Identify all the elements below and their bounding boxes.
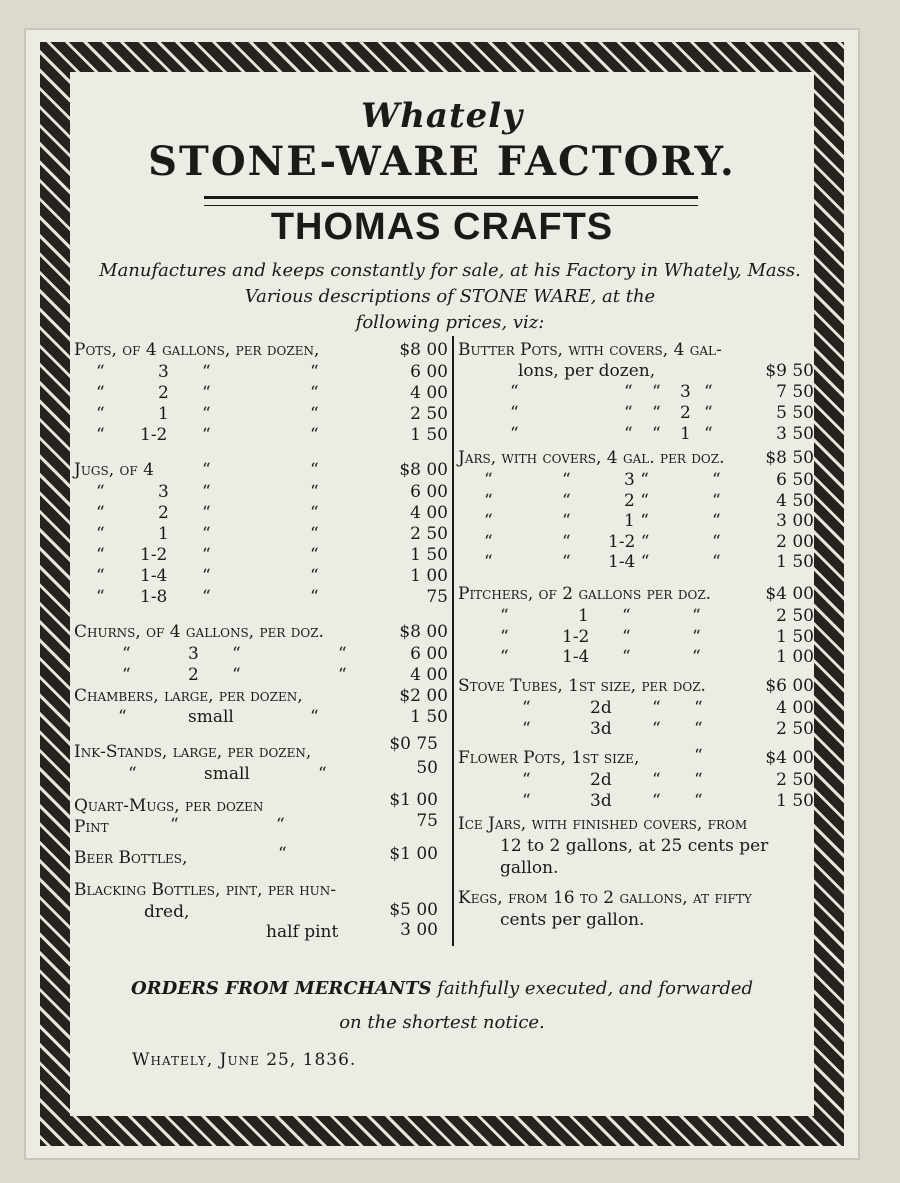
ditto-mark: “	[510, 382, 519, 402]
ditto-mark: “	[562, 470, 571, 490]
size-value: 1	[158, 524, 169, 544]
closing-notice	[70, 972, 814, 1040]
ditto-mark: “	[310, 482, 319, 502]
price-value: 2 50	[776, 606, 814, 626]
price-value: 75	[426, 587, 448, 607]
item-beer-bottles: Beer Bottles,	[74, 848, 188, 868]
ditto-mark: “	[96, 545, 105, 565]
ditto-mark: “	[694, 719, 703, 739]
item-quart-mugs: Quart-Mugs, per dozen	[74, 796, 264, 816]
price-value: 1 50	[776, 552, 814, 572]
size-value: 3	[680, 382, 691, 402]
ditto-mark: “	[310, 524, 319, 544]
size-value: 3	[188, 644, 199, 664]
price-jars: $8 50	[765, 448, 814, 468]
ditto-mark: “	[278, 844, 287, 864]
title-factory: STONE-WARE FACTORY.	[148, 138, 736, 185]
size-value: 2 “	[624, 490, 649, 511]
dateline: Whately, June 25, 1836.	[132, 1050, 357, 1070]
ditto-mark: “	[484, 511, 493, 531]
ditto-mark: “	[202, 425, 211, 445]
title-whately: Whately	[361, 96, 523, 136]
ditto-mark: “	[500, 606, 509, 626]
price-pots: $8 00	[399, 340, 448, 360]
item-ice-jars: Ice Jars, with finished covers, from	[458, 814, 748, 834]
intro-line-2: Various descriptions of STONE WARE, at the	[244, 286, 656, 307]
ditto-mark: “	[122, 644, 131, 664]
ditto-mark: “	[310, 362, 319, 382]
price-quart: $1 00	[389, 790, 438, 810]
price-value: 50	[416, 758, 438, 778]
ditto-mark: “	[310, 383, 319, 403]
intro-line-1: Manufactures and keeps constantly for sale, at his Factory in Whately, Mass.	[99, 260, 801, 281]
ditto-mark: “	[276, 815, 285, 835]
ditto-mark: “	[652, 403, 661, 423]
ditto-mark: “	[202, 404, 211, 424]
ditto-mark: “	[310, 404, 319, 424]
size-value: 1-2	[140, 545, 168, 565]
size-value: 2	[680, 403, 691, 423]
maker-name: THOMAS CRAFTS	[270, 206, 614, 248]
ditto-mark: “	[96, 425, 105, 445]
ditto-mark: “	[694, 746, 703, 766]
column-divider	[452, 336, 454, 946]
size-value: 2	[158, 503, 169, 523]
ditto-mark: “	[500, 626, 509, 647]
item-blacking-line2: dred,	[144, 902, 190, 922]
size-value: 3	[158, 482, 169, 502]
size-value: 2	[158, 383, 169, 403]
price-value: 2 00	[776, 531, 814, 552]
ditto-mark: “	[692, 647, 701, 667]
broadside-sheet	[26, 30, 858, 1158]
item-jugs: Jugs, of 4	[74, 460, 154, 480]
ditto-mark: “	[310, 587, 319, 607]
price-value: 1 50	[410, 545, 448, 565]
ditto-mark: “	[522, 770, 531, 790]
price-value: 1 00	[776, 647, 814, 667]
ditto-mark: “	[96, 362, 105, 382]
price-value: 7 50	[776, 382, 814, 402]
intro-text	[90, 258, 810, 336]
ditto-mark: “	[510, 424, 519, 444]
ditto-mark: “	[522, 698, 531, 718]
size-value: 1-2	[140, 425, 168, 445]
price-value: 2 50	[776, 770, 814, 790]
ditto-mark: “	[202, 566, 211, 586]
ditto-mark: “	[170, 815, 179, 835]
size-value: 1	[158, 404, 169, 424]
size-value: 1	[578, 606, 589, 626]
size-value: 2d	[590, 698, 612, 718]
item-pitchers: Pitchers, of 2 gallons per doz.	[458, 584, 712, 604]
price-ink: $0 75	[389, 734, 438, 754]
price-value: 2 50	[776, 719, 814, 739]
item-pint: Pint	[74, 817, 109, 837]
orders-heading: ORDERS FROM MERCHANTS	[130, 978, 432, 999]
price-value: 4 50	[776, 490, 814, 511]
ditto-mark: “	[484, 552, 493, 572]
price-value: 6 50	[776, 470, 814, 490]
ditto-mark: “	[96, 383, 105, 403]
ditto-mark: “	[712, 511, 721, 531]
price-value: 4 00	[410, 383, 448, 403]
ditto-mark: “	[310, 707, 319, 727]
ditto-mark: “	[562, 490, 571, 511]
intro-line-3: following prices, viz:	[355, 312, 545, 333]
size-value: 2d	[590, 770, 612, 790]
ditto-mark: “	[622, 606, 631, 626]
ditto-mark: “	[310, 545, 319, 565]
item-flower-pots: Flower Pots, 1st size,	[458, 748, 640, 768]
size-value: 1-4	[562, 647, 590, 667]
ditto-mark: “	[318, 764, 327, 784]
price-jugs: $8 00	[399, 460, 448, 480]
size-value: 1-4 “	[608, 552, 650, 572]
ditto-mark: “	[202, 362, 211, 382]
size-value: 1-8	[140, 587, 168, 607]
ditto-mark: “	[96, 524, 105, 544]
price-value: 2 50	[410, 524, 448, 544]
ditto-mark: “	[310, 503, 319, 523]
ditto-mark: “	[704, 382, 713, 402]
ditto-mark: “	[704, 403, 713, 423]
ditto-mark: “	[712, 470, 721, 490]
item-butter-line2: lons, per dozen,	[518, 361, 656, 381]
ditto-mark: “	[694, 791, 703, 811]
price-value: 3 50	[776, 424, 814, 444]
item-jars: Jars, with covers, 4 gal. per doz.	[458, 448, 725, 468]
price-value: 1 50	[410, 707, 448, 727]
size-value: 1-4	[140, 566, 168, 586]
item-churns: Churns, of 4 gallons, per doz.	[74, 622, 324, 642]
size-value: 3d	[590, 719, 612, 739]
price-butter: $9 50	[765, 361, 814, 381]
ditto-mark: “	[202, 503, 211, 523]
ditto-mark: “	[118, 707, 127, 727]
ditto-mark: “	[562, 552, 571, 572]
ditto-mark: “	[562, 531, 571, 552]
ditto-mark: “	[202, 460, 211, 480]
price-value: 1 50	[776, 626, 814, 647]
size-value: 3 “	[624, 470, 649, 490]
item-kegs: Kegs, from 16 to 2 gallons, at fifty	[458, 888, 752, 908]
price-flower: $4 00	[765, 748, 814, 768]
price-value: 6 00	[410, 644, 448, 664]
ditto-mark: “	[652, 424, 661, 444]
ditto-mark: “	[622, 626, 631, 647]
ditto-mark: “	[96, 587, 105, 607]
price-value: 6 00	[410, 362, 448, 382]
ditto-mark: “	[694, 698, 703, 718]
ditto-mark: “	[652, 698, 661, 718]
price-value: 3 00	[776, 511, 814, 531]
ditto-mark: “	[122, 665, 131, 685]
orders-line-2: on the shortest notice.	[339, 1012, 545, 1033]
ditto-mark: “	[624, 403, 633, 423]
ditto-mark: “	[652, 791, 661, 811]
item-chambers: Chambers, large, per dozen,	[74, 686, 303, 706]
size-value: 3	[158, 362, 169, 382]
ditto-mark: “	[310, 425, 319, 445]
ditto-mark: “	[202, 482, 211, 502]
size-label-half-pint: half pint	[266, 922, 339, 942]
price-half-pint: 3 00	[400, 920, 438, 940]
ditto-mark: “	[622, 647, 631, 667]
price-blacking: $5 00	[389, 900, 438, 920]
price-beer: $1 00	[389, 844, 438, 864]
title-rule	[204, 196, 698, 206]
price-churns: $8 00	[399, 622, 448, 642]
ditto-mark: “	[692, 606, 701, 626]
ditto-mark: “	[96, 482, 105, 502]
ditto-mark: “	[484, 531, 493, 552]
ditto-mark: “	[562, 511, 571, 531]
ditto-mark: “	[232, 644, 241, 664]
ditto-mark: “	[692, 626, 701, 647]
ditto-mark: “	[704, 424, 713, 444]
price-value: 1 00	[410, 566, 448, 586]
orders-text: faithfully executed, and forwarded	[437, 978, 754, 999]
price-value: 4 00	[776, 698, 814, 718]
item-stove-tubes: Stove Tubes, 1st size, per doz.	[458, 676, 706, 696]
ditto-mark: “	[310, 566, 319, 586]
size-value: 3d	[590, 791, 612, 811]
broadside-content	[70, 72, 814, 1116]
size-value: 1-2	[562, 626, 590, 647]
size-label: small	[204, 764, 250, 784]
price-value: 1 50	[776, 791, 814, 811]
item-ice-line3: gallon.	[500, 858, 559, 878]
price-value: 1 50	[410, 425, 448, 445]
ditto-mark: “	[128, 764, 137, 784]
size-value: 1	[680, 424, 691, 444]
price-value: 4 00	[410, 503, 448, 523]
price-value: 2 50	[410, 404, 448, 424]
price-value: 75	[416, 811, 438, 831]
ditto-mark: “	[202, 524, 211, 544]
ditto-mark: “	[624, 424, 633, 444]
item-blacking-bottles: Blacking Bottles, pint, per hun-	[74, 880, 337, 900]
item-pots: Pots, of 4 gallons, per dozen,	[74, 340, 320, 360]
price-chambers: $2 00	[399, 686, 448, 706]
price-value: 6 00	[410, 482, 448, 502]
ditto-mark: “	[484, 490, 493, 511]
item-ink-stands: Ink-Stands, large, per dozen,	[74, 742, 312, 762]
ditto-mark: “	[310, 460, 319, 480]
ditto-mark: “	[694, 770, 703, 790]
ditto-mark: “	[522, 791, 531, 811]
size-value: 2	[188, 665, 199, 685]
item-ice-line2: 12 to 2 gallons, at 25 cents per	[500, 836, 769, 856]
item-kegs-line2: cents per gallon.	[500, 910, 645, 930]
ditto-mark: “	[338, 665, 347, 685]
price-value: 4 00	[410, 665, 448, 685]
ditto-mark: “	[510, 403, 519, 423]
ditto-mark: “	[96, 503, 105, 523]
price-stove: $6 00	[765, 676, 814, 696]
ditto-mark: “	[712, 490, 721, 511]
size-value: 1 “	[624, 511, 649, 531]
ditto-mark: “	[232, 665, 241, 685]
item-butter-pots: Butter Pots, with covers, 4 gal-	[458, 340, 722, 360]
ditto-mark: “	[202, 545, 211, 565]
ditto-mark: “	[652, 770, 661, 790]
ditto-mark: “	[500, 647, 509, 667]
ditto-mark: “	[652, 382, 661, 402]
ditto-mark: “	[484, 470, 493, 490]
price-pitchers: $4 00	[765, 584, 814, 604]
price-value: 5 50	[776, 403, 814, 423]
size-value: 1-2 “	[608, 531, 650, 552]
ditto-mark: “	[202, 383, 211, 403]
ditto-mark: “	[96, 404, 105, 424]
ditto-mark: “	[712, 531, 721, 552]
ditto-mark: “	[624, 382, 633, 402]
ditto-mark: “	[712, 552, 721, 572]
ditto-mark: “	[652, 719, 661, 739]
ditto-mark: “	[202, 587, 211, 607]
ditto-mark: “	[96, 566, 105, 586]
ditto-mark: “	[522, 719, 531, 739]
ditto-mark: “	[338, 644, 347, 664]
size-label: small	[188, 707, 234, 727]
